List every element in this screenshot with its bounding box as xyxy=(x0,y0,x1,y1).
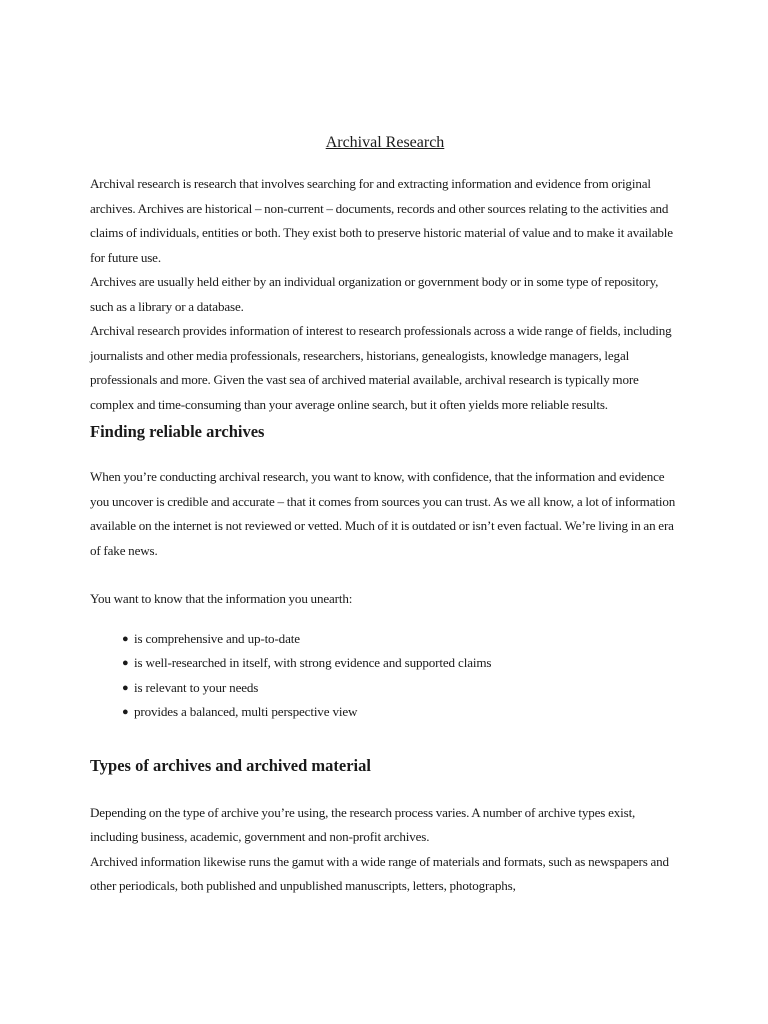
intro-paragraph-3: Archival research provides information of interest to research professionals across a wide range of fields, including journalists and other media professionals, researchers, historians, genealogists, knowledge managers, legal professionals and more. Given the vast sea of archived material available, archival research is typically more complex and time-consuming than your average online search, but it often yields more reliable results. xyxy=(90,323,672,412)
criteria-list xyxy=(90,627,680,725)
document-page xyxy=(90,128,680,899)
bullet-icon: ● xyxy=(122,632,129,645)
list-item xyxy=(122,676,680,701)
list-item xyxy=(122,651,680,676)
heading-types-of-archives: Types of archives and archived material xyxy=(90,755,371,775)
intro-paragraph-1: Archival research is research that involves searching for and extracting information and evidence from original archives. Archives are historical – non-current – documents, records and other sources relating to the activities and claims of individuals, entities or both. They exist both to preserve historic material of value and to make it available for future use. xyxy=(90,176,673,265)
intro-paragraph-2: Archives are usually held either by an individual organization or government body or in some type of repository, such as a library or a database. xyxy=(90,274,659,314)
bullet-icon: ● xyxy=(122,681,129,694)
bullet-icon: ● xyxy=(122,657,129,669)
bullet-icon: ● xyxy=(122,706,129,718)
list-item-text: is well-researched in itself, with strong evidence and supported claims xyxy=(134,655,492,670)
list-item-text: is relevant to your needs xyxy=(134,679,259,695)
list-item-text: provides a balanced, multi perspective view xyxy=(134,704,358,719)
finding-lead-in: You want to know that the information you unearth: xyxy=(90,591,353,606)
types-paragraph-2: Archived information likewise runs the gamut with a wide range of materials and formats, such as newspapers and other periodicals, both published and unpublished manuscripts, letters, photographs, xyxy=(90,853,669,893)
finding-paragraph: When you’re conducting archival research, you want to know, with confidence, that the information and evidence you uncover is credible and accurate – that it comes from sources you can trust. As we all know, a lot of information available on the internet is not reviewed or vetted. Much of it is outdated or isn’t even factual. We’re living in an era of fake news. xyxy=(90,469,676,558)
list-item xyxy=(122,700,680,725)
list-item-text: is comprehensive and up-to-date xyxy=(134,630,300,646)
types-paragraph-1: Depending on the type of archive you’re using, the research process varies. A number of archive types exist, including business, academic, government and non-profit archives. xyxy=(90,804,636,844)
list-item xyxy=(122,627,680,652)
document-title: Archival Research xyxy=(325,134,445,151)
heading-finding-reliable-archives: Finding reliable archives xyxy=(90,422,265,441)
